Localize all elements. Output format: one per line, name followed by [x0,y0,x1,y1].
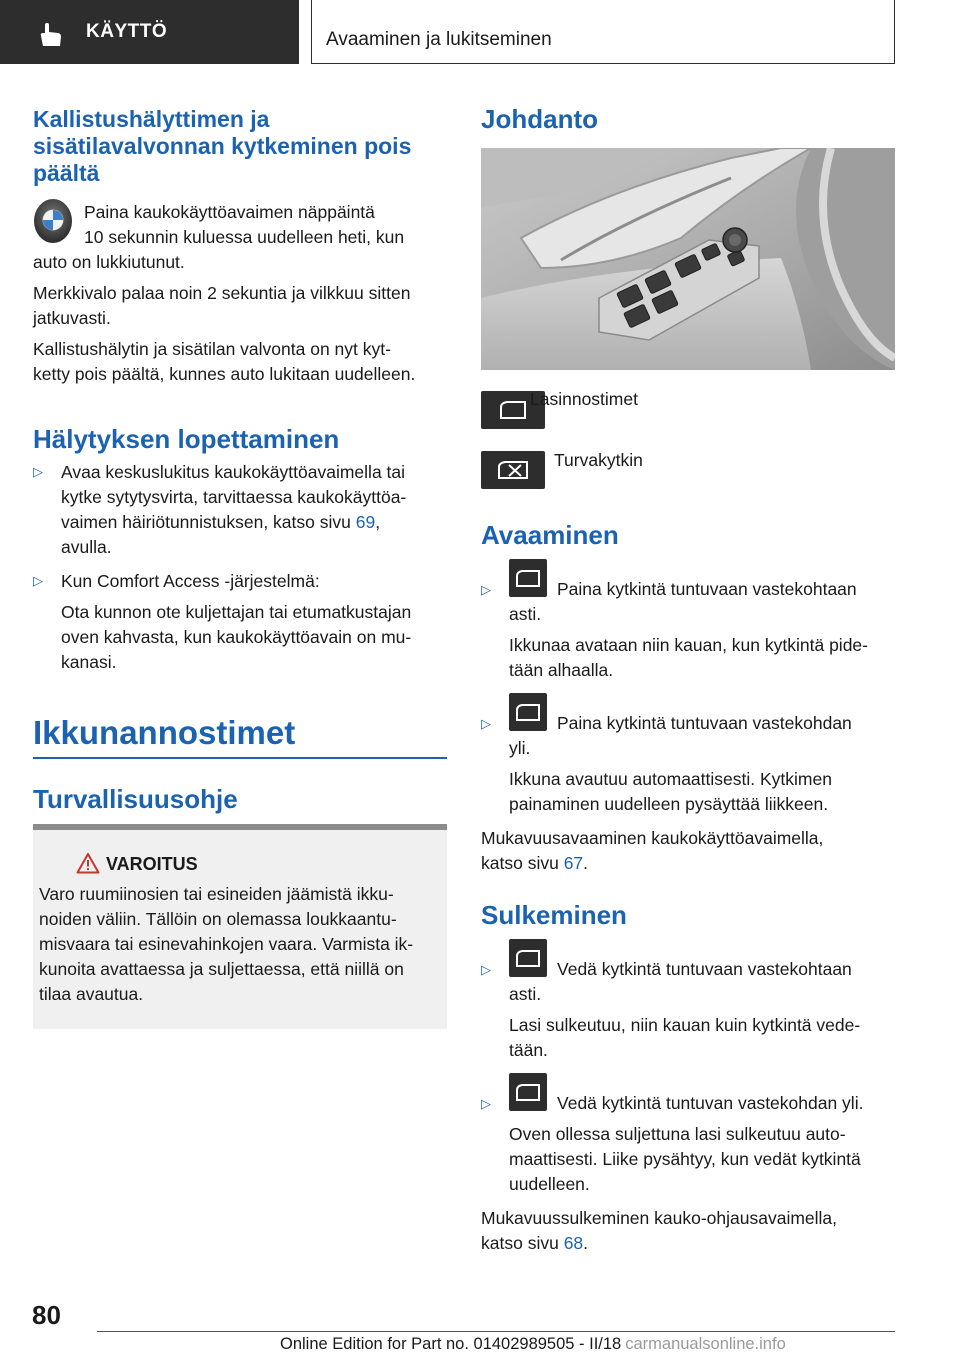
heading-halytys: Hälytyksen lopettaminen [33,424,340,454]
safety-switch-icon [481,451,545,489]
kallistus-text-3a: Kallistushälytin ja sisätilan valvonta on nyt kyt‐ [33,339,391,359]
warning-line-1: Varo ruumiinosien tai esineiden jäämistä ikku‐ [39,884,394,904]
page-number: 80 [32,1300,61,1330]
heading-turvallisuusohje: Turvallisuusohje [33,784,238,814]
heading-avaaminen: Avaaminen [481,520,619,550]
heading-sulkeminen: Sulkeminen [481,900,627,930]
sulkeminen-b1d: tään. [509,1040,548,1060]
avaaminen-note-b: katso sivu 67. [481,853,589,873]
halytys-b1c: vaimen häiriötunnistuksen, katso sivu 69, [61,512,381,532]
halytys-b1b: kytke sytytysvirta, tarvittaessa kaukokäyttöa‐ [61,487,407,507]
bullet-marker: ▷ [481,582,491,597]
sulkeminen-note-b: katso sivu 68. [481,1233,589,1253]
sulkeminen-b1a: Vedä kytkintä tuntuvaan vastekohtaan [557,959,852,979]
warning-title: VAROITUS [106,854,198,874]
bullet-marker: ▷ [481,1096,491,1111]
avaaminen-b1a: Paina kytkintä tuntuvaan vastekohtaan [557,579,857,599]
warning-triangle-icon [76,852,100,874]
chapter-header [311,0,895,64]
bullet-marker: ▷ [481,962,491,977]
warning-line-5: tilaa avautua. [39,984,144,1004]
sulkeminen-b1c: Lasi sulkeutuu, niin kauan kuin kytkintä vede‐ [509,1015,861,1035]
heading-kallistus: Kallistushälyttimen ja sisätilavalvonnan kytkeminen pois päältä [33,106,412,186]
footer-edition: Online Edition for Part no. 01402989505 - II/18 carmanualsonline.info [280,1335,786,1353]
sulkeminen-b1b: asti. [509,984,542,1004]
legend-lasinnostimet: Lasinnostimet [530,389,638,409]
warning-box [33,824,447,1029]
section-label: KÄYTTÖ [86,21,168,42]
page-link-69[interactable]: 69 [355,512,376,532]
avaaminen-b1b: asti. [509,604,542,624]
halytys-b2d: kanasi. [61,652,117,672]
kallistus-text-3b: ketty pois päältä, kunnes auto lukitaan uudelleen. [33,364,416,384]
bmw-key-icon [33,198,73,244]
heading-johdanto: Johdanto [481,104,598,134]
warning-line-4: kunoita avattaessa ja suljettaessa, että niillä on [39,959,404,979]
hand-pointer-icon [36,22,66,48]
sulkeminen-b2d: uudelleen. [509,1174,590,1194]
avaaminen-b2b: yli. [509,738,531,758]
bullet-marker: ▷ [33,464,43,479]
halytys-b2b: Ota kunnon ote kuljettajan tai etumatkustajan [61,602,412,622]
avaaminen-b2d: painaminen uudelleen pysäyttää liikkeen. [509,794,829,814]
window-switch-panel-image [481,148,895,370]
window-switch-icon [509,559,547,597]
sulkeminen-b2b: Oven ollessa suljettuna lasi sulkeutuu auto‐ [509,1124,846,1144]
sulkeminen-b2c: maattisesti. Liike pysähtyy, kun vedät kytkintä [509,1149,861,1169]
window-switch-icon [509,693,547,731]
avaaminen-b2a: Paina kytkintä tuntuvaan vastekohdan [557,713,852,733]
page-link-68[interactable]: 68 [563,1233,584,1253]
kallistus-text-2b: jatkuvasti. [33,308,111,328]
avaaminen-b1c: Ikkunaa avataan niin kauan, kun kytkintä pide‐ [509,635,868,655]
kallistus-text-1a: Paina kaukokäyttöavaimen näppäintä [84,202,375,222]
chapter-title: Avaaminen ja lukitseminen [326,29,552,50]
sulkeminen-note-a: Mukavuussulkeminen kauko-ohjausavaimella, [481,1208,838,1228]
avaaminen-b1d: tään alhaalla. [509,660,614,680]
halytys-b1a: Avaa keskuslukitus kaukokäyttöavaimella tai [61,462,406,482]
halytys-b2c: oven kahvasta, kun kaukokäyttöavain on mu‐ [61,627,412,647]
bullet-marker: ▷ [481,716,491,731]
halytys-b1d: avulla. [61,537,112,557]
sulkeminen-b2a: Vedä kytkintä tuntuvan vastekohdan yli. [557,1093,864,1113]
legend-turvakytkin: Turvakytkin [554,450,643,470]
heading-ikkunannostimet: Ikkunannostimet [33,714,296,751]
footer-rule [97,1331,895,1332]
bullet-marker: ▷ [33,573,43,588]
warning-line-2: noiden väliin. Tällöin on olemassa loukkaantu‐ [39,909,397,929]
halytys-b2a: Kun Comfort Access -järjestelmä: [61,571,320,591]
avaaminen-note-a: Mukavuusavaaminen kaukokäyttöavaimella, [481,828,824,848]
page-link-67[interactable]: 67 [563,853,584,873]
warning-line-3: misvaara tai esinevahinkojen vaara. Varmista ik‐ [39,934,414,954]
window-switch-icon [509,1073,547,1111]
watermark: carmanualsonline.info [625,1335,786,1353]
kallistus-text-2a: Merkkivalo palaa noin 2 sekuntia ja vilkkuu sitten [33,283,411,303]
avaaminen-b2c: Ikkuna avautuu automaattisesti. Kytkimen [509,769,832,789]
window-switch-icon [509,939,547,977]
kallistus-text-1c: auto on lukkiutunut. [33,252,185,272]
section-tab [0,0,299,64]
kallistus-text-1b: 10 sekunnin kuluessa uudelleen heti, kun [84,227,405,247]
section-rule [33,757,447,759]
